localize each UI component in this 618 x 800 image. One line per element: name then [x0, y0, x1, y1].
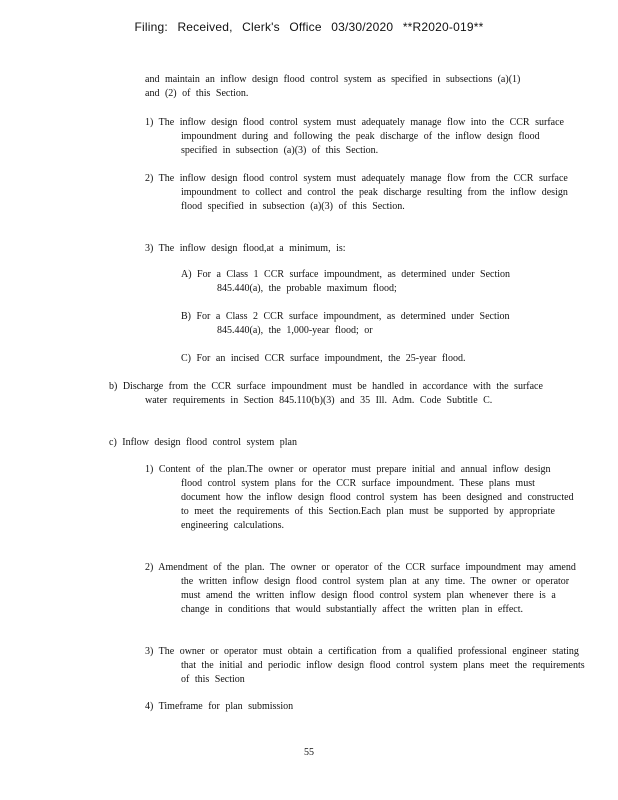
item-b: b) Discharge from the CCR surface impoundment must be handled in accordance with the surface water requirements in Section 845.110(b)(3) and 35 Ill. Adm. Code Subtitle C. — [109, 381, 543, 406]
item-a3-A: A) For a Class 1 CCR surface impoundment, as determined under Section 845.440(a), the probable maximum flood; — [181, 269, 511, 294]
item-a1: 1) The inflow design flood control system must adequately manage flow into the CCR surface impoundment during and following the peak discharge of the inflow design flood specified in subsection (a)(3) of this Section. — [145, 117, 564, 156]
item-a2: 2) The inflow design flood control system must adequately manage flow from the CCR surface impoundment to collect and control the peak discharge resulting from the inflow design flood specified in subsection (a)(3) of this Section. — [145, 173, 568, 212]
item-c2: 2) Amendment of the plan. The owner or operator of the CCR surface impoundment may amend the written inflow design flood control system plan at any time. The owner or operator must amend the written inflow design flood control system plan whenever there is a change in conditions that would substantially affect the written plan in effect. — [145, 562, 576, 615]
item-c3: 3) The owner or operator must obtain a certification from a qualified professional engineer stating that the initial and periodic inflow design flood control system plans meet the requirements of this Section — [145, 646, 585, 685]
item-a3-B: B) For a Class 2 CCR surface impoundment, as determined under Section 845.440(a), the 1,000-year flood; or — [181, 311, 510, 336]
filing-header: Filing: Received, Clerk's Office 03/30/2020 **R2020-019** — [134, 20, 484, 34]
intro-paragraph: and maintain an inflow design flood control system as specified in subsections (a)(1) and (2) of this Section. — [145, 74, 521, 99]
item-a3: 3) The inflow design flood,at a minimum, is: — [145, 243, 346, 254]
item-c: c) Inflow design flood control system plan — [109, 437, 297, 448]
item-c1: 1) Content of the plan.The owner or operator must prepare initial and annual inflow design flood control system plans for the CCR surface impoundment. These plans must document how the inflow design flood control system has been designed and constructed to meet the requirements of this Section.Each plan must be supported by appropriate engineering calculations. — [145, 464, 574, 531]
page-number: 55 — [304, 747, 314, 758]
item-c4: 4) Timeframe for plan submission — [145, 701, 294, 712]
item-a3-C: C) For an incised CCR surface impoundment, the 25-year flood. — [181, 353, 466, 364]
